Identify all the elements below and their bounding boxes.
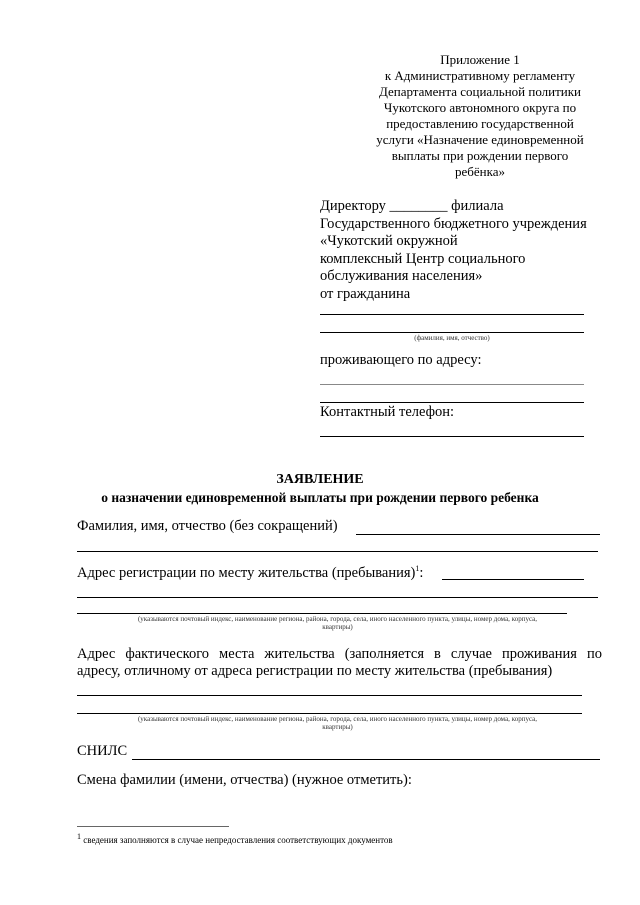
footnote-ref: 1	[415, 564, 420, 573]
annex-line: Департамента социальной политики	[378, 84, 582, 99]
addressee-line: от гражданина	[320, 285, 411, 302]
reg-colon: :	[419, 564, 424, 581]
addressee-line: Государственного бюджетного учреждения	[320, 215, 587, 232]
snils-label: СНИЛС	[77, 743, 128, 759]
annex-line: ребёнка»	[454, 164, 505, 179]
addressee-block	[320, 198, 620, 303]
address-hint-line: квартиры)	[322, 623, 353, 631]
name-change-label: Смена фамилии (имени, отчества) (нужное отметить):	[77, 772, 412, 788]
annex-line: услуги «Назначение единовременной	[376, 132, 584, 147]
phone-line[interactable]	[320, 436, 584, 437]
address-hint-line: (указываются почтовый индекс, наименование региона, района, города, села, иного населенного пункта, улицы, номер дома, корпуса,	[137, 615, 538, 623]
annex-line: Чукотского автономного округа по	[383, 100, 577, 115]
actual-address-hint	[77, 715, 598, 731]
document-subtitle: о назначении единовременной выплаты при рождении первого ребенка	[101, 490, 539, 505]
footnote-text: сведения заполняются в случае непредоставления соответствующих документов	[83, 835, 393, 845]
address-line-2[interactable]	[320, 402, 584, 403]
annex-line: предоставлению государственной	[386, 116, 574, 131]
footnote	[77, 832, 393, 845]
name-hint: (фамилия, имя, отчество)	[414, 334, 490, 342]
phone-label: Контактный телефон:	[320, 404, 455, 420]
annex-header	[360, 52, 600, 180]
fio-line-2[interactable]	[77, 551, 598, 552]
actual-address-line-2[interactable]	[77, 713, 582, 714]
footnote-separator	[77, 826, 229, 827]
applicant-name-line-2[interactable]	[320, 332, 584, 333]
footnote-mark: 1	[77, 832, 81, 841]
fio-label: Фамилия, имя, отчество (без сокращений)	[77, 518, 338, 534]
reg-address-label-text: Адрес регистрации по месту жительства (пребывания)	[77, 564, 416, 581]
reg-address-hint	[77, 615, 598, 631]
applicant-name-line-1[interactable]	[320, 314, 584, 315]
annex-line: к Административному регламенту	[384, 68, 576, 83]
reg-address-line-3[interactable]	[77, 613, 567, 614]
actual-address-label-1: Адрес фактического места жительства (заполняется в случае проживания по	[77, 646, 602, 662]
actual-address-label-2: адресу, отличному от адреса регистрации по месту жительства (пребывания)	[77, 663, 553, 679]
reg-address-label	[77, 564, 423, 582]
snils-line[interactable]	[132, 759, 600, 760]
fio-line-1[interactable]	[356, 534, 600, 535]
address-hint-line: (указываются почтовый индекс, наименование региона, района, города, села, иного населенного пункта, улицы, номер дома, корпуса,	[137, 715, 538, 723]
addressee-line: Директору ________ филиала	[320, 198, 504, 214]
actual-address-line-1[interactable]	[77, 695, 582, 696]
addressee-line: обслуживания населения»	[320, 268, 483, 284]
document-title: ЗАЯВЛЕНИЕ	[276, 472, 364, 487]
reg-address-line-2[interactable]	[77, 597, 598, 598]
annex-line: выплаты при рождении первого	[391, 148, 569, 163]
residing-label: проживающего по адресу:	[320, 352, 482, 368]
addressee-line: комплексный Центр социального	[320, 250, 526, 267]
annex-line: Приложение 1	[440, 52, 520, 67]
addressee-line: «Чукотский окружной	[320, 233, 458, 249]
reg-address-line-1[interactable]	[442, 579, 584, 580]
address-hint-line: квартиры)	[322, 723, 353, 731]
address-line-1[interactable]	[320, 384, 584, 385]
